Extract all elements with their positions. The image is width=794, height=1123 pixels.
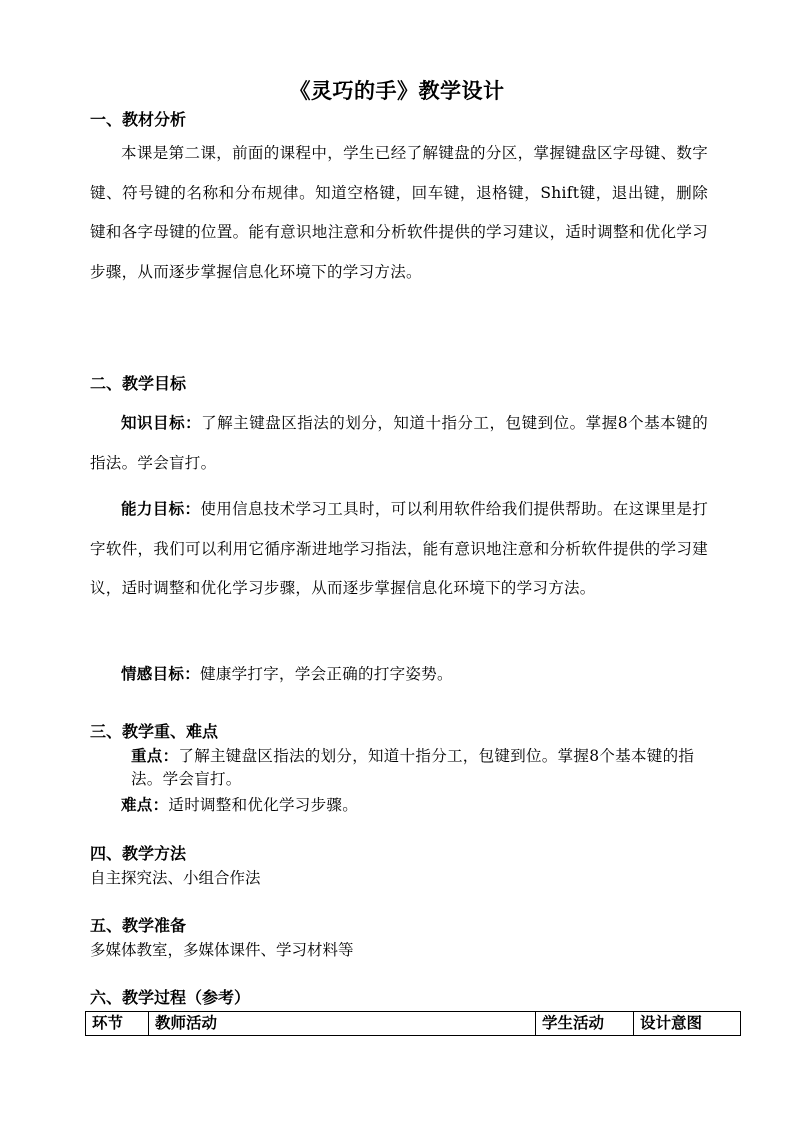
emotion-goal-text: 健康学打字，学会正确的打字姿势。 — [200, 665, 453, 683]
teaching-process-table — [85, 1011, 741, 1036]
column-header-stage: 环节 — [86, 1012, 149, 1036]
difficult-point-label: 难点： — [121, 796, 169, 814]
table-header-row — [86, 1012, 741, 1036]
knowledge-goal-text: 了解主键盘区指法的划分，知道十指分工，包键到位。掌握8个基本键的指法。学会盲打。 — [90, 414, 708, 472]
section-heading-textbook-analysis: 一、教材分析 — [90, 110, 187, 129]
section-heading-teaching-process: 六、教学过程（参考） — [90, 988, 251, 1007]
section-heading-teaching-goals: 二、教学目标 — [90, 374, 187, 393]
section-heading-teaching-methods: 四、教学方法 — [90, 844, 187, 863]
ability-goal-text: 使用信息技术学习工具时，可以利用软件给我们提供帮助。在这课里是打字软件，我们可以利用它循序渐进地学习指法，能有意识地注意和分析软件提供的学习建议，适时调整和优化学习步骤，从而逐步掌握信息化环境下的学习方法。 — [90, 500, 708, 597]
emotion-goal-label: 情感目标： — [121, 665, 201, 683]
teaching-preparation-text: 多媒体教室，多媒体课件、学习材料等 — [90, 941, 354, 959]
ability-goal-label: 能力目标： — [121, 500, 201, 518]
section-heading-key-difficult-points: 三、教学重、难点 — [90, 722, 219, 741]
textbook-analysis-paragraph: 本课是第二课，前面的课程中，学生已经了解键盘的分区，掌握键盘区字母键、数字键、符号键的名称和分布规律。知道空格键，回车键，退格键，Shift键，退出键，删除键和各字母键的位置。能有意识地注意和分析软件提供的学习建议，适时调整和优化学习步骤，从而逐步掌握信息化环境下的学习方法。 — [90, 144, 708, 281]
key-point-text: 了解主键盘区指法的划分，知道十指分工，包键到位。掌握8个基本键的指法。学会盲打。 — [131, 747, 695, 788]
document-title: 《灵巧的手》教学设计 — [289, 79, 505, 103]
emotion-goal-paragraph — [90, 655, 708, 695]
key-point-paragraph — [131, 745, 708, 791]
difficult-point-text: 适时调整和优化学习步骤。 — [168, 796, 359, 814]
column-header-teacher-activity: 教师活动 — [149, 1012, 536, 1036]
ability-goal-paragraph — [90, 490, 708, 609]
key-point-label: 重点： — [131, 747, 179, 765]
teaching-methods-text: 自主探究法、小组合作法 — [90, 869, 261, 887]
column-header-design-intent: 设计意图 — [634, 1012, 741, 1036]
knowledge-goal-paragraph — [90, 404, 708, 483]
difficult-point-paragraph — [121, 794, 708, 817]
section-heading-teaching-preparation: 五、教学准备 — [90, 916, 187, 935]
knowledge-goal-label: 知识目标： — [121, 414, 202, 432]
column-header-student-activity: 学生活动 — [536, 1012, 634, 1036]
